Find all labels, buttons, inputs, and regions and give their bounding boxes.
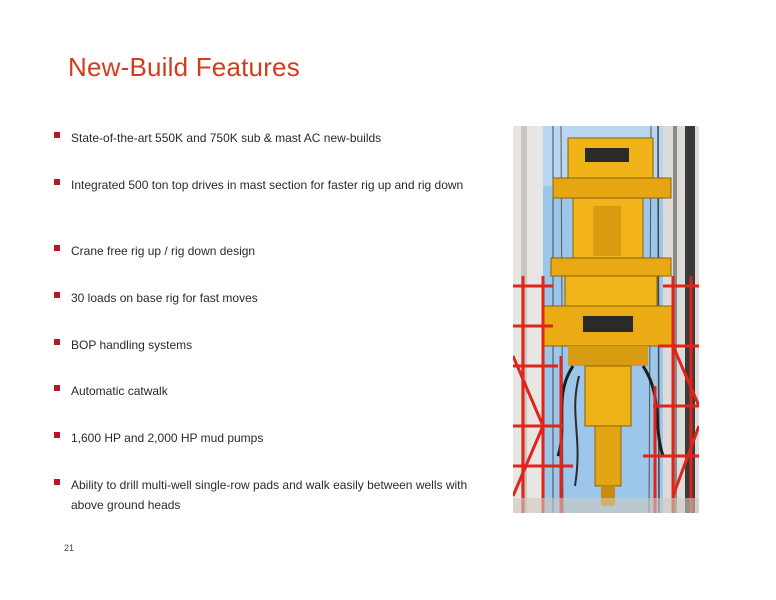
page-number: 21 (64, 543, 75, 553)
bullet-text: BOP handling systems (71, 338, 193, 352)
bullet-text: 1,600 HP and 2,000 HP mud pumps (71, 431, 264, 445)
bullet-square-icon (54, 479, 60, 485)
bullet-text: Automatic catwalk (71, 384, 168, 398)
bullet-square-icon (54, 292, 60, 298)
bullet-square-icon (54, 132, 60, 138)
bullet-text: Crane free rig up / rig down design (71, 244, 256, 258)
bullet-square-icon (54, 245, 60, 251)
slide-title: New-Build Features (68, 52, 300, 82)
bullet-text: Integrated 500 ton top drives in mast section for faster rig up and rig down (71, 178, 464, 192)
bullet-text: State-of-the-art 550K and 750K sub & mast AC new-builds (71, 131, 382, 145)
drilling-rig-photo (513, 126, 699, 513)
bullet-square-icon (54, 179, 60, 185)
bullet-text: Ability to drill multi-well single-row pads and walk easily between wells with above ground heads (71, 478, 468, 512)
bullet-square-icon (54, 339, 60, 345)
bullet-square-icon (54, 432, 60, 438)
bullet-square-icon (54, 385, 60, 391)
bullet-text: 30 loads on base rig for fast moves (71, 291, 258, 305)
